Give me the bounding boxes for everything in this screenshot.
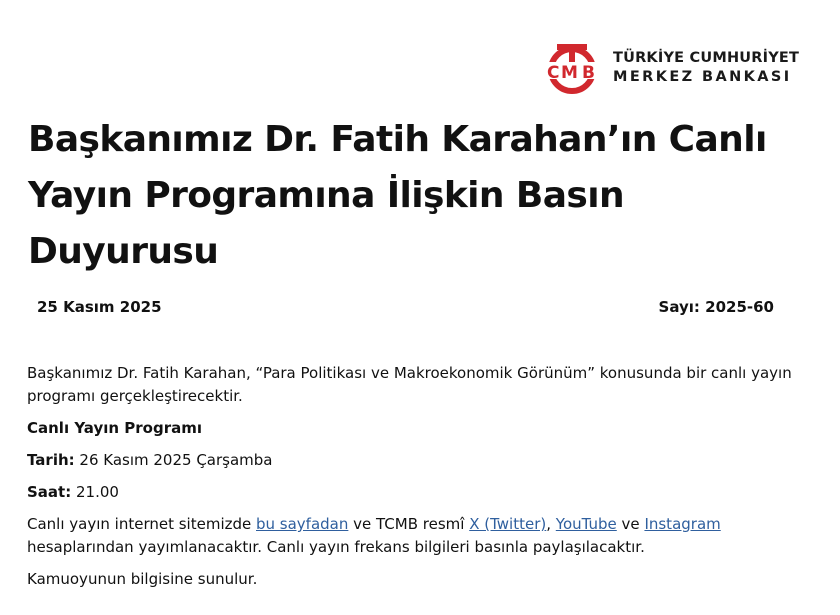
date-value: 26 Kasım 2025 Çarşamba <box>74 451 273 469</box>
instagram-link[interactable]: Instagram <box>644 515 721 533</box>
time-value: 21.00 <box>71 483 119 501</box>
tcmb-logo[interactable] <box>545 42 800 96</box>
this-page-link[interactable]: bu sayfadan <box>256 515 349 533</box>
logo-line-1: TÜRKİYE CUMHURİYET <box>613 50 800 66</box>
stream-paragraph <box>27 513 807 559</box>
date-label: Tarih: <box>27 451 75 469</box>
stream-text: Canlı yayın internet sitemizde <box>27 515 256 533</box>
x-twitter-link[interactable]: X (Twitter) <box>469 515 547 533</box>
tcmb-monogram-icon <box>545 42 607 96</box>
program-heading: Canlı Yayın Programı <box>27 419 203 437</box>
date-line <box>27 449 807 472</box>
intro-paragraph: Başkanımız Dr. Fatih Karahan, “Para Politikası ve Makroekonomik Görünüm” konusunda bir canlı yayın programı gerçekleştirecektir. <box>27 364 792 405</box>
svg-text:C: C <box>547 63 560 83</box>
svg-text:B: B <box>582 63 595 83</box>
separator: , <box>546 515 556 533</box>
stream-text: ve TCMB resmî <box>348 515 470 533</box>
logo-line-2: MERKEZ BANKASI <box>613 69 792 85</box>
youtube-link[interactable]: YouTube <box>555 515 617 533</box>
stream-text: hesaplarından yayımlanacaktır. Canlı yayın frekans bilgileri basınla paylaşılacaktır. <box>27 538 645 556</box>
press-release-body <box>27 362 807 600</box>
svg-text:M: M <box>561 63 578 83</box>
release-date: 25 Kasım 2025 <box>37 298 162 316</box>
closing-paragraph: Kamuoyunun bilgisine sunulur. <box>27 570 258 588</box>
release-number: Sayı: 2025-60 <box>658 298 774 316</box>
time-line <box>27 481 807 504</box>
page-title: Başkanımız Dr. Fatih Karahan’ın Canlı Yayın Programına İlişkin Basın Duyurusu <box>28 119 767 272</box>
stream-text: ve <box>616 515 645 533</box>
time-label: Saat: <box>27 483 72 501</box>
